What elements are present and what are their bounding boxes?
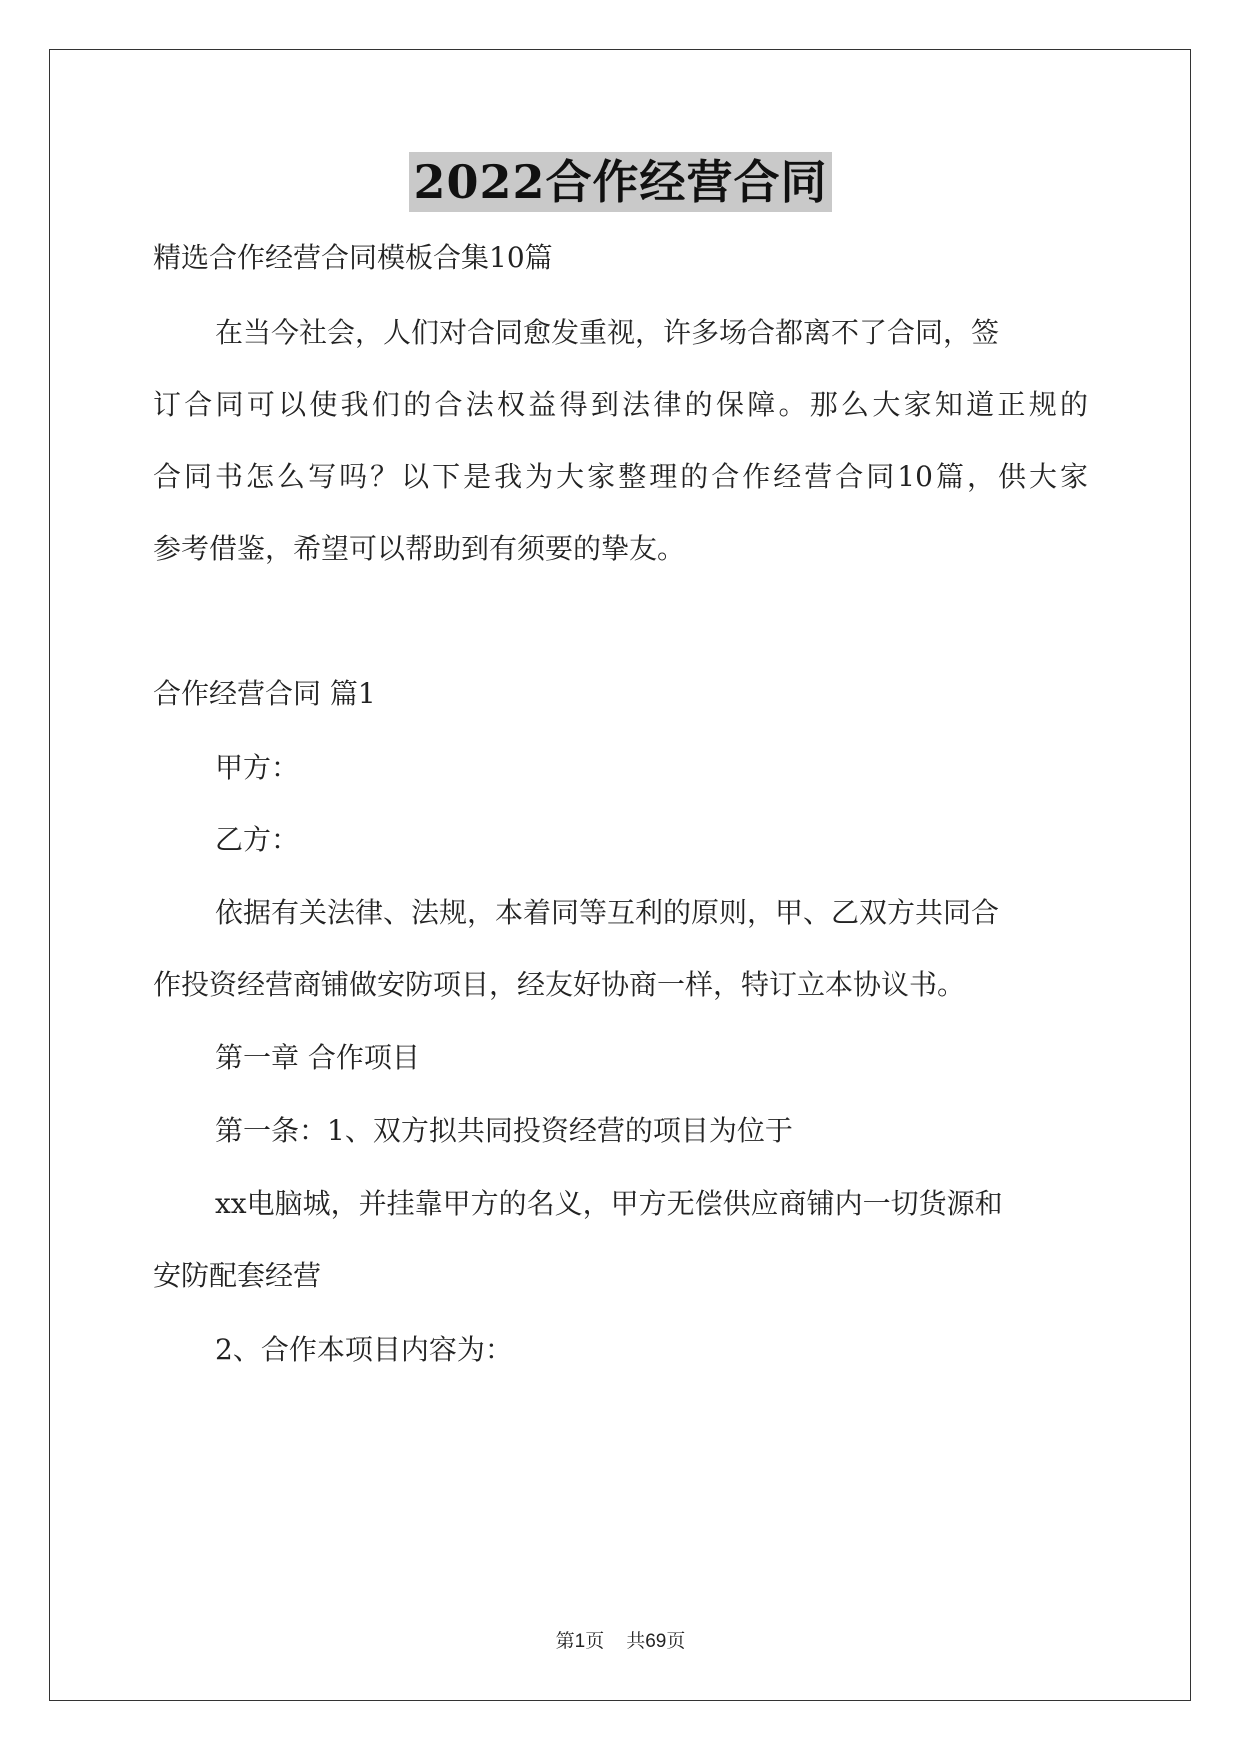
intro-line-2: 订合同可以使我们的合法权益得到法律的保障。那么大家知道正规的 (153, 388, 1088, 421)
footer-page-suffix: 页 (585, 1630, 605, 1652)
item-2: 2、合作本项目内容为： (215, 1333, 513, 1366)
footer-total-prefix: 共 (626, 1630, 646, 1652)
basis-line-2: 作投资经营商铺做安防项目，经友好协商一样，特订立本协议书。 (153, 968, 966, 1001)
footer-total-pages: 69 (645, 1631, 667, 1652)
footer-page-number: 1 (574, 1631, 586, 1652)
page-border (49, 49, 1191, 1701)
chapter-heading: 第一章 合作项目 (215, 1041, 420, 1074)
basis-line-1: 依据有关法律、法规，本着同等互利的原则，甲、乙双方共同合 (215, 896, 1000, 929)
footer-total-suffix: 页 (666, 1630, 686, 1652)
party-b-label: 乙方： (215, 823, 300, 856)
title-container (0, 152, 1241, 212)
party-a-label: 甲方： (215, 751, 300, 784)
intro-line-3: 合同书怎么写吗？以下是我为大家整理的合作经营合同10篇，供大家 (153, 460, 1088, 493)
subtitle: 精选合作经营合同模板合集10篇 (153, 241, 553, 274)
intro-line-4: 参考借鉴，希望可以帮助到有须要的挚友。 (153, 532, 686, 565)
article-1-continued-line-1: xx电脑城，并挂靠甲方的名义，甲方无偿供应商铺内一切货源和 (215, 1187, 1003, 1220)
document-title: 2022合作经营合同 (409, 152, 831, 212)
article-1: 第一条：1、双方拟共同投资经营的项目为位于 (215, 1114, 793, 1147)
footer-prefix: 第 (555, 1630, 575, 1652)
intro-line-1: 在当今社会，人们对合同愈发重视，许多场合都离不了合同，签 (215, 316, 1000, 349)
page-footer (0, 1628, 1241, 1655)
article-1-continued-line-2: 安防配套经营 (153, 1259, 322, 1292)
section-heading: 合作经营合同 篇1 (153, 677, 376, 710)
